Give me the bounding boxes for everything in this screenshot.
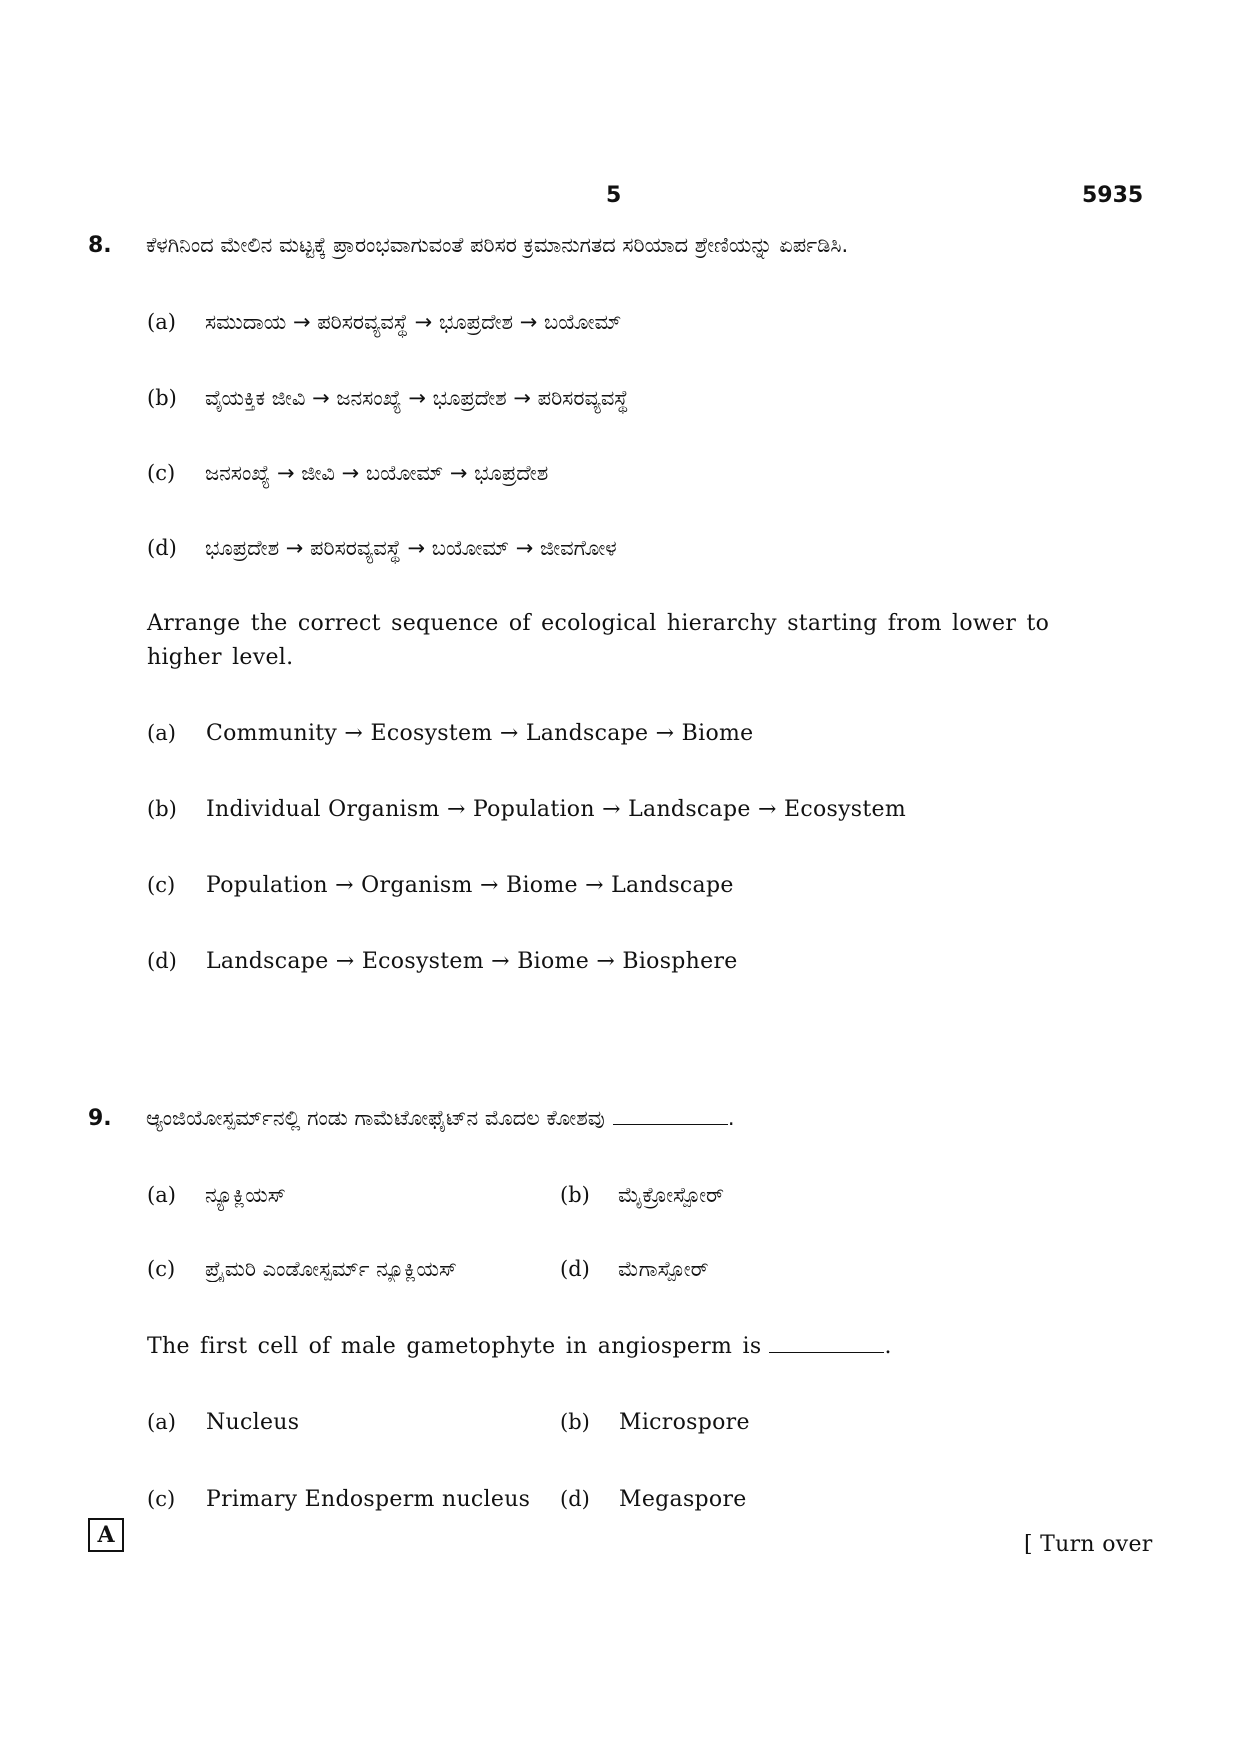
q8-en-option-d-text: Landscape → Ecosystem → Biome → Biosphere xyxy=(206,949,738,974)
q8-en-option-c-text: Population → Organism → Biome → Landscape xyxy=(206,873,734,898)
q9-kn-option-a-label: (a) xyxy=(147,1183,176,1207)
q9-en-option-d-label: (d) xyxy=(560,1487,590,1511)
q8-en-option-a-label: (a) xyxy=(147,721,176,745)
q8-en-option-a-text: Community → Ecosystem → Landscape → Biome xyxy=(206,721,754,746)
q9-en-option-c-label: (c) xyxy=(147,1487,176,1511)
q9-kn-option-b-text: ಮೈಕ್ರೋಸ್ಪೋರ್ xyxy=(618,1183,724,1207)
set-code-box: A xyxy=(88,1518,124,1552)
q8-en-option-c-label: (c) xyxy=(147,873,176,897)
answer-blank xyxy=(613,1124,728,1125)
q8-kn-option-c-label: (c) xyxy=(147,461,176,485)
question-9-kannada-period: . xyxy=(727,1106,735,1130)
question-9-number: 9. xyxy=(88,1106,112,1131)
question-9-english-line xyxy=(147,1334,892,1359)
page-number: 5 xyxy=(606,183,622,208)
q8-kn-option-b-text: ವೈಯಕ್ತಿಕ ಜೀವಿ → ಜನಸಂಖ್ಯೆ → ಭೂಪ್ರದೇಶ → ಪರಿಸರವ್ಯವಸ್ಥೆ xyxy=(205,386,629,410)
question-9-kannada-line xyxy=(146,1106,735,1131)
q8-kn-option-d-text: ಭೂಪ್ರದೇಶ → ಪರಿಸರವ್ಯವಸ್ಥೆ → ಬಯೋಮ್ → ಜೀವಗೋಳ xyxy=(205,536,617,560)
question-8-english-text: Arrange the correct sequence of ecological hierarchy starting from lower to higher level. xyxy=(147,611,1050,670)
q8-kn-option-b-label: (b) xyxy=(147,386,177,410)
q8-kn-option-d-label: (d) xyxy=(147,536,177,560)
q8-en-option-d-label: (d) xyxy=(147,949,177,973)
answer-blank xyxy=(769,1352,884,1353)
q9-en-option-d-text: Megaspore xyxy=(619,1487,747,1512)
question-9-kannada-text: ಆ್ಯಂಜಿಯೋಸ್ಪರ್ಮ್‌ನಲ್ಲಿ ಗಂಡು ಗಾಮೆಟೋಫೈಟ್‌ನ ಮೊದಲ ಕೋಶವು xyxy=(146,1106,605,1130)
q9-en-option-a-text: Nucleus xyxy=(206,1410,300,1435)
q8-en-option-b-text: Individual Organism → Population → Landscape → Ecosystem xyxy=(206,797,907,822)
q9-en-option-b-label: (b) xyxy=(560,1410,590,1434)
q9-en-option-a-label: (a) xyxy=(147,1410,176,1434)
q9-kn-option-d-label: (d) xyxy=(560,1257,590,1281)
q9-en-option-c-text: Primary Endosperm nucleus xyxy=(206,1487,531,1512)
question-9-english-text: The first cell of male gametophyte in angiosperm is xyxy=(147,1334,762,1359)
q8-kn-option-a-text: ಸಮುದಾಯ → ಪರಿಸರವ್ಯವಸ್ಥೆ → ಭೂಪ್ರದೇಶ → ಬಯೋಮ್ xyxy=(205,310,622,334)
q9-en-option-b-text: Microspore xyxy=(619,1410,750,1435)
q9-kn-option-b-label: (b) xyxy=(560,1183,590,1207)
q8-en-option-b-label: (b) xyxy=(147,797,177,821)
question-9-english-period: . xyxy=(884,1334,892,1359)
q9-kn-option-d-text: ಮೆಗಾಸ್ಪೋರ್ xyxy=(618,1257,709,1281)
q9-kn-option-a-text: ನ್ಯೂಕ್ಲಿಯಸ್ xyxy=(205,1183,286,1207)
turn-over-text: [ Turn over xyxy=(1024,1532,1153,1557)
q8-kn-option-c-text: ಜನಸಂಖ್ಯೆ → ಜೀವಿ → ಬಯೋಮ್ → ಭೂಪ್ರದೇಶ xyxy=(205,461,549,485)
question-8-number: 8. xyxy=(88,233,112,258)
q8-kn-option-a-label: (a) xyxy=(147,310,176,334)
paper-code: 5935 xyxy=(1082,183,1144,208)
question-8-kannada-text: ಕೆಳಗಿನಿಂದ ಮೇಲಿನ ಮಟ್ಟಕ್ಕೆ ಪ್ರಾರಂಭವಾಗುವಂತೆ ಪರಿಸರ ಕ್ರಮಾನುಗತದ ಸರಿಯಾದ ಶ್ರೇಣಿಯನ್ನು ಏರ್ಪಡಿಸಿ. xyxy=(146,233,849,257)
q9-kn-option-c-text: ಪ್ರೈಮರಿ ಎಂಡೋಸ್ಪರ್ಮ್ ನ್ಯೂಕ್ಲಿಯಸ್ xyxy=(205,1257,457,1281)
q9-kn-option-c-label: (c) xyxy=(147,1257,176,1281)
